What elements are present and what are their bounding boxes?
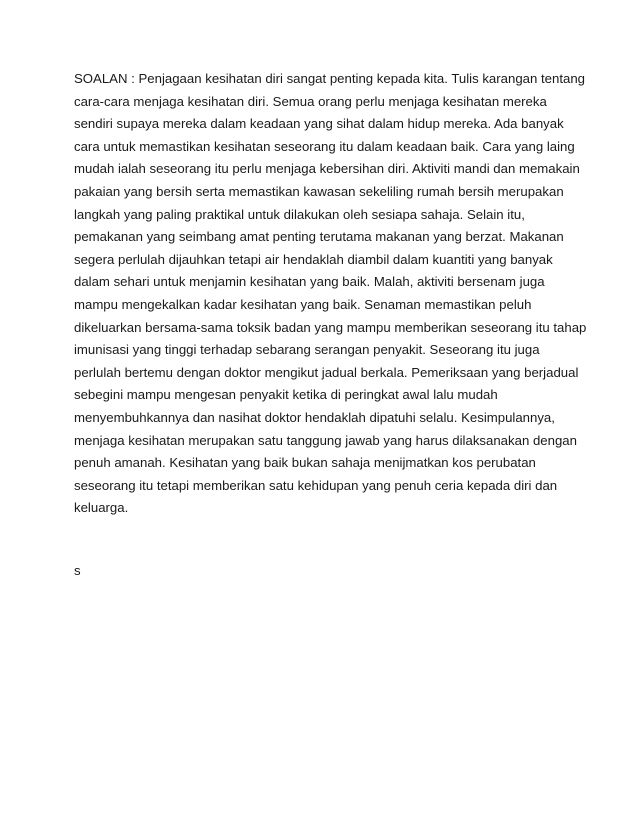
essay-line: menyembuhkannya dan nasihat doktor hendaklah dipatuhi selalu. Kesimpulannya,: [74, 409, 555, 425]
essay-line: seseorang itu tetapi memberikan satu kehidupan yang penuh ceria kepada diri dan: [74, 477, 558, 493]
essay-line: sendiri supaya mereka dalam keadaan yang sihat dalam hidup mereka. Ada banyak: [74, 116, 564, 132]
essay-line: mudah ialah seseorang itu perlu menjaga kebersihan diri. Aktiviti mandi dan memakain: [74, 161, 580, 177]
essay-line: imunisasi yang tinggi terhadap sebarang serangan penyakit. Seseorang itu juga: [74, 342, 540, 358]
essay-line: dalam sehari untuk menjamin kesihatan yang baik. Malah, aktiviti bersenam juga: [74, 274, 545, 290]
stray-character: s: [74, 563, 81, 578]
essay-line: keluarga.: [74, 500, 129, 516]
essay-line: langkah yang paling praktikal untuk dilakukan oleh sesiapa sahaja. Selain itu,: [74, 206, 525, 222]
essay-line: menjaga kesihatan merupakan satu tanggung jawab yang harus dilaksanakan dengan: [74, 432, 577, 448]
essay-line: dikeluarkan bersama-sama toksik badan yang mampu memberikan seseorang itu tahap: [74, 319, 587, 335]
essay-line: sebegini mampu mengesan penyakit ketika di peringkat awal lalu mudah: [74, 387, 498, 403]
essay-line: cara untuk memastikan kesihatan seseorang itu dalam keadaan baik. Cara yang laing: [74, 138, 575, 154]
essay-line: segera perlulah dijauhkan tetapi air hendaklah diambil dalam kuantiti yang banyak: [74, 251, 553, 267]
essay-line: perlulah bertemu dengan doktor mengikut jadual berkala. Pemeriksaan yang berjadual: [74, 364, 579, 380]
essay-body: [74, 68, 587, 520]
essay-line: penuh amanah. Kesihatan yang baik bukan sahaja menijmatkan kos perubatan: [74, 455, 536, 471]
essay-line: SOALAN : Penjagaan kesihatan diri sangat penting kepada kita. Tulis karangan tentang: [74, 71, 585, 86]
essay-line: mampu mengekalkan kadar kesihatan yang baik. Senaman memastikan peluh: [74, 296, 532, 312]
essay-line: pemakanan yang seimbang amat penting terutama makanan yang berzat. Makanan: [74, 229, 564, 245]
essay-line: pakaian yang bersih serta memastikan kawasan sekeliling rumah bersih merupakan: [74, 183, 564, 199]
essay-line: cara-cara menjaga kesihatan diri. Semua orang perlu menjaga kesihatan mereka: [74, 93, 547, 109]
